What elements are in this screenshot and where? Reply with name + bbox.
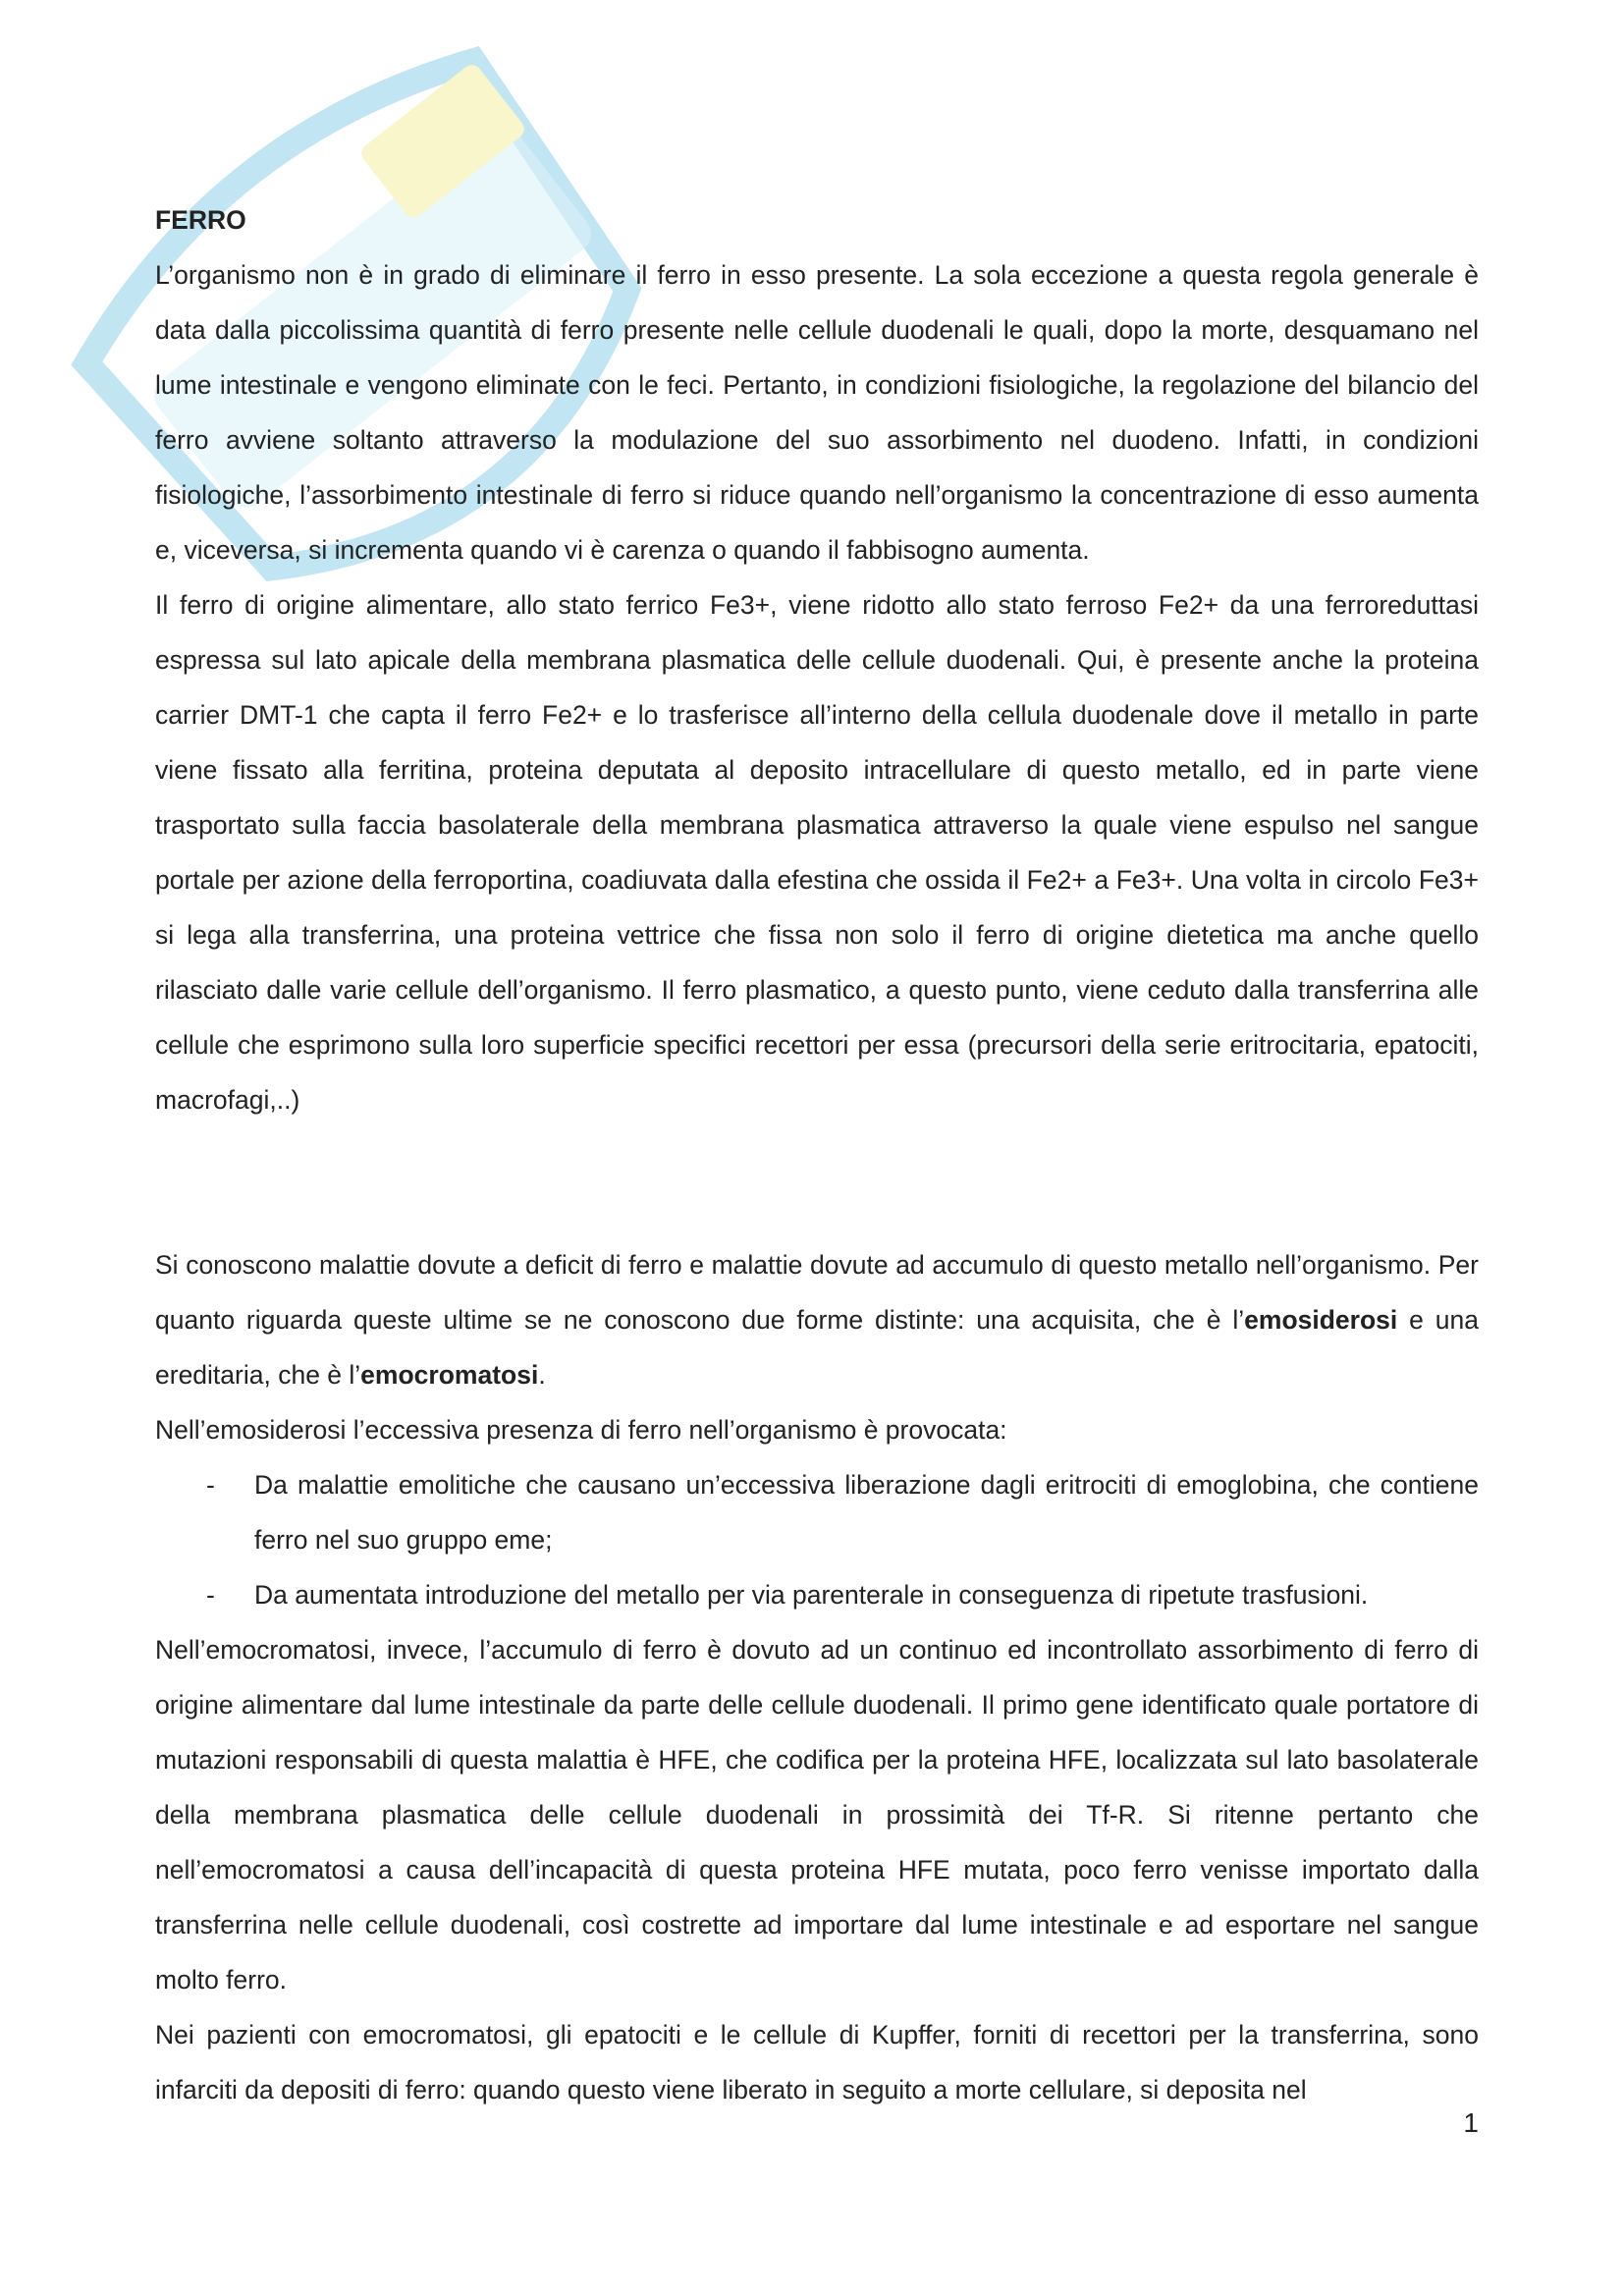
bullet-marker: - [206,1470,215,1500]
paragraph-emosiderosi-intro: Nell’emosiderosi l’eccessiva presenza di ferro nell’organismo è provocata: [155,1415,1007,1445]
blank-spacer [155,1127,1479,1237]
paragraph-patients: Nei pazienti con emocromatosi, gli epatociti e le cellule di Kupffer, forniti di recettori per la transferrina, sono infarciti da depositi di ferro: quando questo viene liberato in seguito a morte cellulare, si deposita nel [155,2020,1479,2105]
bullet-marker: - [206,1580,215,1610]
text-run: e una ereditaria, che è l’ [155,1305,1479,1390]
paragraph-intro: L’organismo non è in grado di eliminare il ferro in esso presente. La sola eccezione a questa regola generale è data dalla piccolissima quantità di ferro presente nelle cellule duodenali le quali, dopo la morte, desquamano nel lume intestinale e vengono eliminate con le feci. Pertanto, in condizioni fisiologiche, la regolazione del bilancio del ferro avviene soltanto attraverso la modulazione del suo assorbimento nel duodeno. Infatti, in condizioni fisiologiche, l’assorbimento intestinale di ferro si riduce quando nell’organismo la concentrazione di esso aumenta e, viceversa, si incrementa quando vi è carenza o quando il fabbisogno aumenta. [155,260,1479,565]
bullet-list [155,1457,1479,1622]
list-item-text: Da aumentata introduzione del metallo per via parenterale in conseguenza di ripetute trasfusioni. [254,1580,1369,1610]
section-heading: FERRO [155,205,246,235]
term-emocromatosi: emocromatosi [360,1360,539,1390]
document-body [155,192,1479,2117]
paragraph-absorption: Il ferro di origine alimentare, allo stato ferrico Fe3+, viene ridotto allo stato ferroso Fe2+ da una ferroreduttasi espressa sul lato apicale della membrana plasmatica delle cellule duodenali. Qui, è presente anche la proteina carrier DMT-1 che capta il ferro Fe2+ e lo trasferisce all’interno della cellula duodenale dove il metallo in parte viene fissato alla ferritina, proteina deputata al deposito intracellulare di questo metallo, ed in parte viene trasportato sulla faccia basolaterale della membrana plasmatica attraverso la quale viene espulso nel sangue portale per azione della ferroportina, coadiuvata dalla efestina che ossida il Fe2+ a Fe3+. Una volta in circolo Fe3+ si lega alla transferrina, una proteina vettrice che fissa non solo il ferro di origine dietetica ma anche quello rilasciato dalle varie cellule dell’organismo. Il ferro plasmatico, a questo punto, viene ceduto dalla transferrina alle cellule che esprimono sulla loro superficie specifici recettori per essa (precursori della serie eritrocitaria, epatociti, macrofagi,..) [155,590,1479,1115]
paragraph-diseases [155,1237,1479,1402]
list-item-text: Da malattie emolitiche che causano un’eccessiva liberazione dagli eritrociti di emoglobina, che contiene ferro nel suo gruppo eme; [254,1470,1479,1555]
term-emosiderosi: emosiderosi [1244,1305,1398,1335]
page-number: 1 [1463,2107,1479,2138]
list-item [155,1567,1479,1622]
list-item [155,1457,1479,1567]
paragraph-emocromatosi: Nell’emocromatosi, invece, l’accumulo di ferro è dovuto ad un continuo ed incontrollato assorbimento di ferro di origine alimentare dal lume intestinale da parte delle cellule duodenali. Il primo gene identificato quale portatore di mutazioni responsabili di questa malattia è HFE, che codifica per la proteina HFE, localizzata sul lato basolaterale della membrana plasmatica delle cellule duodenali in prossimità dei Tf-R. Si ritenne pertanto che nell’emocromatosi a causa dell’incapacità di questa proteina HFE mutata, poco ferro venisse importato dalla transferrina nelle cellule duodenali, così costrette ad importare dal lume intestinale e ad esportare nel sangue molto ferro. [155,1635,1479,1995]
text-run: Si conoscono malattie dovute a deficit di ferro e malattie dovute ad accumulo di questo metallo nell’organismo. Per quanto riguarda queste ultime se ne conoscono due forme distinte: una acquisita, che è l’ [155,1250,1479,1335]
text-run: . [538,1360,546,1390]
